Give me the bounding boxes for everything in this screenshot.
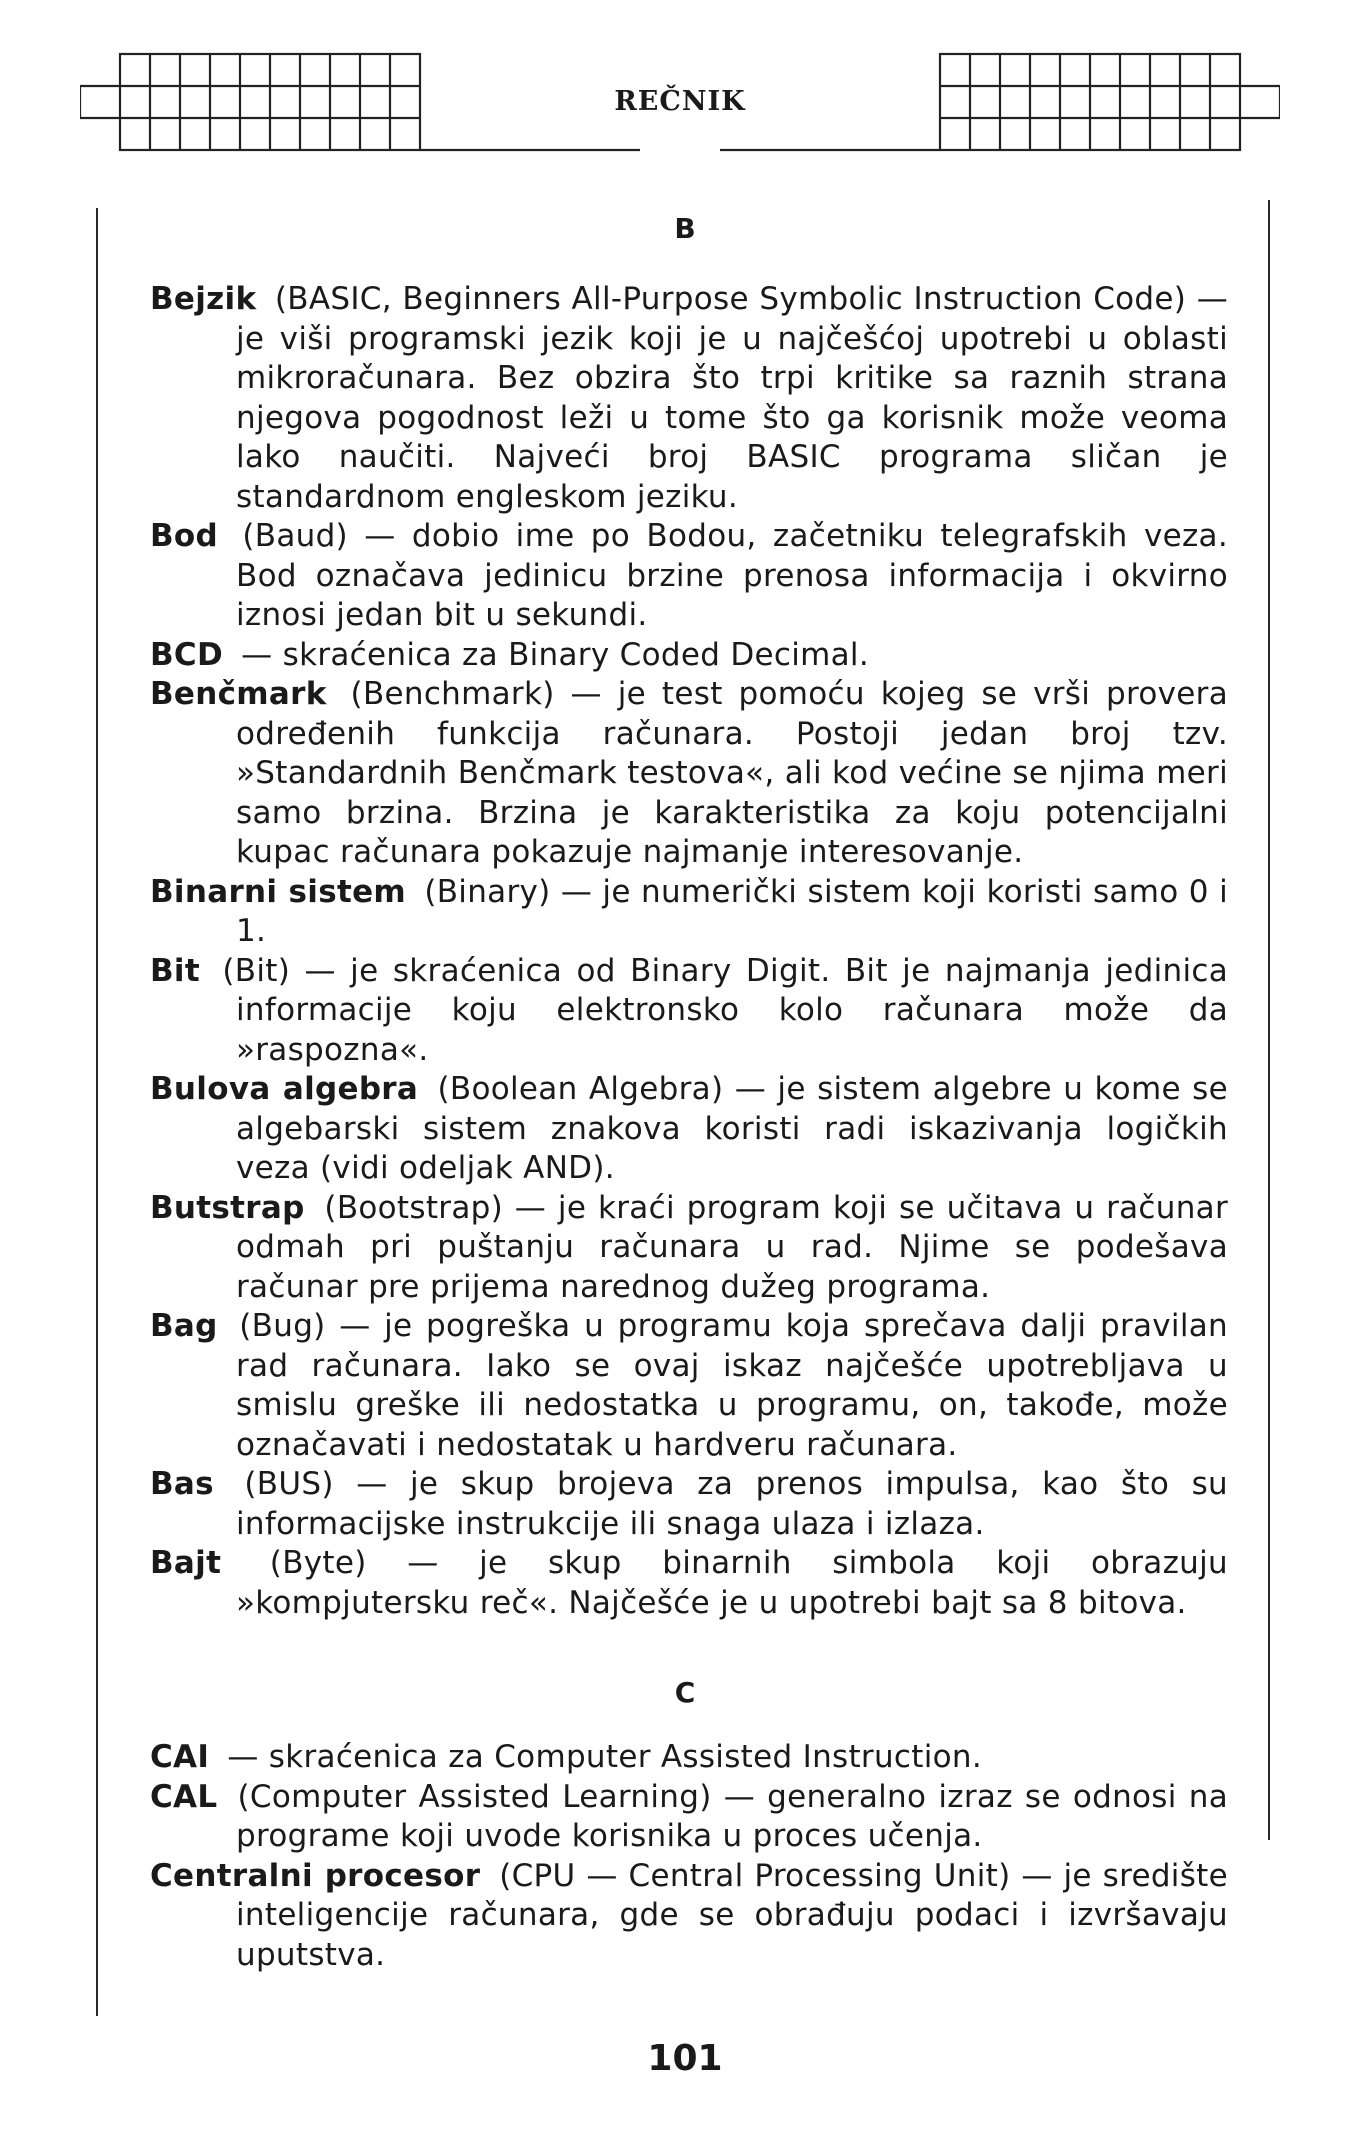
entry-cai xyxy=(150,1738,1228,1778)
entry-text: (Bootstrap) — je kraći program koji se učitava u računar odmah pri puštanju računara u rad. Njime se podešava računar pre prijema narednog dužeg programa. xyxy=(236,1189,1229,1305)
entry-text: — skraćenica za Binary Coded Decimal. xyxy=(241,636,869,673)
section-b-entries xyxy=(150,280,1228,1623)
entry-centralni-procesor xyxy=(150,1857,1228,1976)
page-title: REČNIK xyxy=(614,86,746,117)
entry-text: (BASIC, Beginners All-Purpose Symbolic Instruction Code) — je viši programski jezik koji je u najčešćoj upotrebi u oblasti mikroračunara. Bez obzira što trpi kritike sa raznih strana njegova pogodnost leži u tome što ga korisnik može veoma lako naučiti. Najveći broj BASIC programa sličan je standardnom engleskom jeziku. xyxy=(236,281,1228,515)
entry-bencmark xyxy=(150,675,1228,873)
entry-term: Benčmark xyxy=(150,676,327,712)
section-letter-b: B xyxy=(674,212,696,245)
entry-term: Bejzik xyxy=(150,281,257,317)
entry-text: (Baud) — dobio ime po Bodou, začetniku telegrafskih veza. Bod označava jedinicu brzine prenosa informacija i okvirno iznosi jedan bit u sekundi. xyxy=(236,518,1228,633)
entry-bejzik xyxy=(150,280,1228,517)
entry-term: Bag xyxy=(150,1308,218,1344)
entry-term: Bulova algebra xyxy=(150,1071,419,1107)
entry-term: Bajt xyxy=(150,1545,222,1581)
right-rule xyxy=(1268,200,1270,1840)
entry-term: BCD xyxy=(150,636,224,673)
entry-term: Binarni sistem xyxy=(150,873,407,910)
entry-bcd xyxy=(150,636,1228,676)
entry-text: (Computer Assisted Learning) — generalno izraz se odnosi na programe koji uvode korisnika u proces učenja. xyxy=(236,1778,1229,1854)
entry-term: Bod xyxy=(150,518,219,554)
section-c-entries xyxy=(150,1738,1228,1975)
entry-butstrap xyxy=(150,1189,1228,1308)
entry-text: (Binary) — je numerički sistem koji koristi samo 0 i 1. xyxy=(236,873,1228,949)
entry-term: Bas xyxy=(150,1466,214,1502)
entry-text: (Benchmark) — je test pomoću kojeg se vrši provera određenih funkcija računara. Postoji jedan broj tzv. »Standardnih Benčmark testova«, ali kod većine se njima meri samo brzina. Brzina je karakteristika za koju potencijalni kupac računara pokazuje najmanje interesovanje. xyxy=(236,676,1229,870)
left-rule xyxy=(96,208,98,2016)
entry-bag xyxy=(150,1307,1228,1465)
entry-text: (BUS) — je skup brojeva za prenos impulsa, kao što su informacijske instrukcije ili snaga ulaza i izlaza. xyxy=(236,1466,1228,1542)
entry-bit xyxy=(150,952,1228,1071)
entry-text: — skraćenica za Computer Assisted Instruction. xyxy=(227,1739,982,1775)
entry-bod xyxy=(150,517,1228,636)
section-letter-c: C xyxy=(674,1676,696,1709)
entry-term: CAL xyxy=(150,1778,218,1815)
entry-term: Centralni procesor xyxy=(150,1857,481,1894)
entry-bulova-algebra xyxy=(150,1070,1228,1189)
entry-term: CAI xyxy=(150,1739,210,1775)
entry-binarni-sistem xyxy=(150,873,1228,952)
entry-bas xyxy=(150,1465,1228,1544)
entry-text: (Boolean Algebra) — je sistem algebre u kome se algebarski sistem znakova koristi radi iskazivanja logičkih veza (vidi odeljak AND). xyxy=(236,1071,1229,1186)
entry-text: (CPU — Central Processing Unit) — je središte inteligencije računara, gde se obrađuju podaci i izvršavaju uputstva. xyxy=(236,1857,1228,1973)
page-number: 101 xyxy=(647,2038,723,2079)
entry-cal xyxy=(150,1778,1228,1857)
entry-bajt xyxy=(150,1544,1228,1623)
page-header xyxy=(80,42,1280,160)
entry-term: Butstrap xyxy=(150,1189,305,1226)
entry-text: (Bit) — je skraćenica od Binary Digit. Bit je najmanja jedinica informacije koju elektronsko kolo računara može da »raspozna«. xyxy=(222,952,1229,1068)
entry-text: (Byte) — je skup binarnih simbola koji obrazuju »kompjutersku reč«. Najčešće je u upotrebi bajt sa 8 bitova. xyxy=(236,1545,1228,1621)
entry-text: (Bug) — je pogreška u programu koja sprečava dalji pravilan rad računara. Iako se ovaj iskaz najčešće upotrebljava u smislu greške ili nedostatka u programu, on, takođe, može označavati i nedostatak u hardveru računara. xyxy=(236,1308,1229,1463)
entry-term: Bit xyxy=(150,952,200,989)
